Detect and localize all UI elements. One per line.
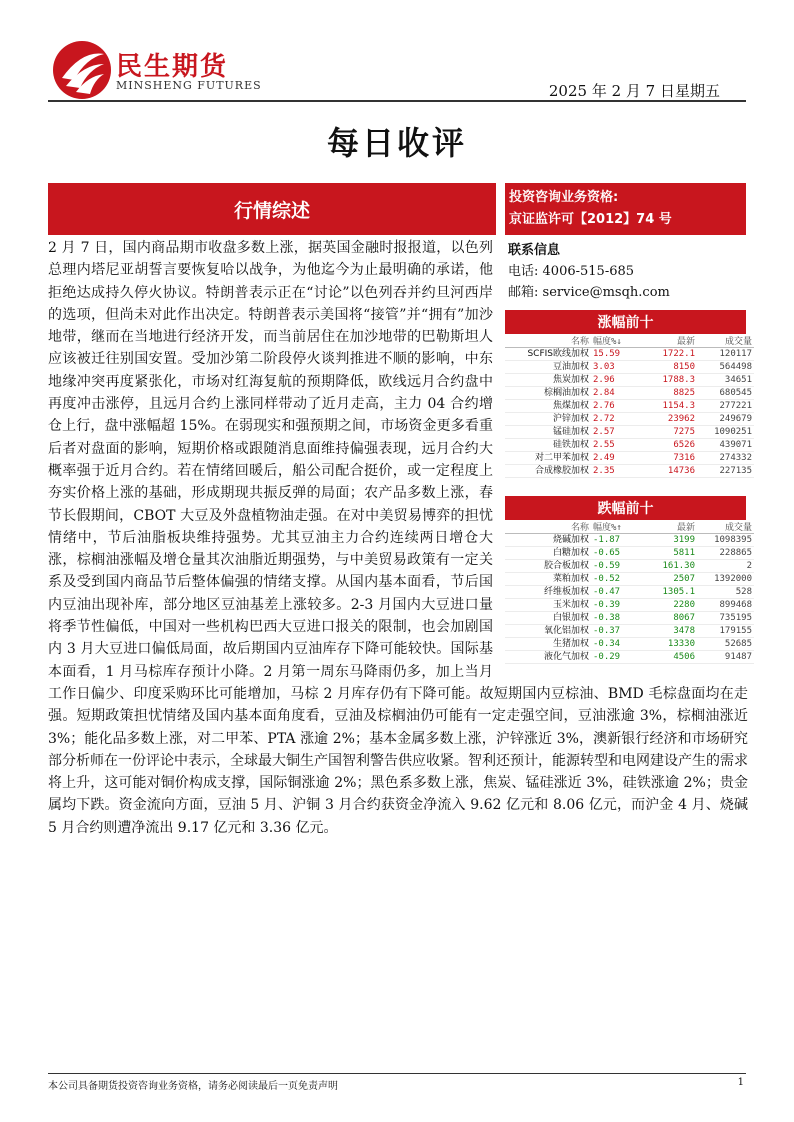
volume: 228865: [697, 547, 754, 560]
instrument-name: 锰硅加权: [505, 426, 591, 439]
instrument-name: 纤维板加权: [505, 586, 591, 599]
volume: 2: [697, 560, 754, 573]
qualification-line1: 投资咨询业务资格:: [509, 190, 619, 205]
instrument-name: 硅铁加权: [505, 439, 591, 452]
instrument-name: 氧化铝加权: [505, 625, 591, 638]
brand-name-en: MINSHENG FUTURES: [116, 79, 262, 92]
last-price: 3199: [641, 534, 697, 547]
losers-header-2: 最新: [641, 520, 697, 534]
gainers-header-2: 最新: [641, 334, 697, 348]
last-price: 1788.3: [641, 374, 697, 387]
email-address: service@msqh.com: [542, 285, 670, 300]
volume: 91487: [697, 651, 754, 664]
gainers-header-3: 成交量: [697, 334, 754, 348]
instrument-name: 烧碱加权: [505, 534, 591, 547]
instrument-name: 对二甲苯加权: [505, 452, 591, 465]
sidebar-spacer: [493, 237, 748, 674]
volume: 52685: [697, 638, 754, 651]
page-title: 每日收评: [326, 124, 467, 162]
losers-header-1: 幅度%↑: [591, 520, 641, 534]
instrument-name: SCFIS欧线加权: [505, 348, 591, 361]
last-price: 8150: [641, 361, 697, 374]
volume: 120117: [697, 348, 754, 361]
footer-disclaimer: 本公司具备期货投资咨询业务资格，请务必阅读最后一页免责声明: [48, 1081, 338, 1092]
volume: 735195: [697, 612, 754, 625]
losers-title: 跌幅前十: [505, 496, 746, 520]
instrument-name: 菜粕加权: [505, 573, 591, 586]
volume: 1090251: [697, 426, 754, 439]
volume: 249679: [697, 413, 754, 426]
header-divider: [48, 100, 746, 102]
volume: 564498: [697, 361, 754, 374]
change-pct: 3.03: [591, 361, 641, 374]
volume: 899468: [697, 599, 754, 612]
change-pct: 2.84: [591, 387, 641, 400]
last-price: 3478: [641, 625, 697, 638]
last-price: 1305.1: [641, 586, 697, 599]
last-price: 8825: [641, 387, 697, 400]
last-price: 1154.3: [641, 400, 697, 413]
qualification-box: [505, 183, 746, 235]
change-pct: 15.59: [591, 348, 641, 361]
instrument-name: 液化气加权: [505, 651, 591, 664]
gainers-header-0: 名称: [505, 334, 591, 348]
change-pct: -1.87: [591, 534, 641, 547]
change-pct: -0.37: [591, 625, 641, 638]
last-price: 1722.1: [641, 348, 697, 361]
last-price: 161.30: [641, 560, 697, 573]
change-pct: 2.57: [591, 426, 641, 439]
commentary-text: 2 月 7 日，国内商品期市收盘多数上涨，据英国金融时报报道，以色列总理内塔尼亚胡誓言要恢复哈以战争，为他迄今为止最明确的承诺，他拒绝达成持久停火协议。特朗普表示正在“讨论”以色列吞并约旦河西岸的选项，但尚未对此作出决定。特朗普表示美国将“接管”并“拥有”加沙地带，继而在当地进行经济开发，而当前居住在加沙地带的巴勒斯坦人应该被迁往别国安置。受加沙第二阶段停火谈判推进不顺的影响，中东地缘冲突再度紧张化，市场对红海复航的预期降低，欧线远月合约盘中再度冲击涨停，且远月合约上涨同样带动了近月走高，主力 04 合约增仓上行，盘中涨幅超 15%。在弱现实和强预期之间，市场资金更多看重后者对盘面的影响，短期价格或跟随消息面维持偏强表现，远月合约大概率强于近月合约。若在情绪回暖后，船公司配合挺价，或一定程度上夯实价格上涨的基础，形成期现共振反弹的局面；农产品多数上涨，春节长假期间，CBOT 大豆及外盘植物油走强。在对中美贸易博弈的担忧情绪中，节后油脂板块维持强势。尤其豆油主力合约连续两日增仓大涨，棕榈油涨幅及增仓量其次油脂近期强势，与中美贸易政策有一定关系及受到国内商品节后整体偏强的情绪支撑。从国内基本面看，节后国内豆油出现补库，部分地区豆油基差上涨较多。2-3 月国内大豆进口量将季节性偏低，中国对一些机构巴西大豆进口报关的限制，也会加剧国内 3 月大豆进口偏低局面，故后期国内豆油库存下降可能较快。国际基本面看，1 月马棕库存预计小降。2 月第一周东马降雨仍多，加上当月工作日偏少、印度采购环比可能增加，马棕 2 月库存仍有下降可能。故短期国内豆棕油、BMD 毛棕盘面均在走强。短期政策担忧情绪及国内基本面角度看，豆油及棕榈油仍可能有一定走强空间，豆油涨逾 3%，棕榈油涨近 3%；能化品多数上涨，对二甲苯、PTA 涨逾 2%；基本金属多数上涨，沪锌涨近 3%，澳新银行经济和市场研究部分析师在一份评论中表示，全球最大铜生产国智利警告供应收紧。智利还预计，能源转型和电网建设产生的需求将上升，这可能对铜价构成支撑，国际铜涨逾 2%；黑色系多数上涨，焦炭、锰硅涨近 3%，硅铁涨逾 2%；贵金属均下跌。资金流向方面，豆油 5 月、沪铜 3 月合约获资金净流入 9.62 亿元和 8.06 亿元，而沪金 4 月、烧碱 5 月合约则遭净流出 9.17 亿元和 3.36 亿元。: [48, 240, 748, 836]
last-price: 8067: [641, 612, 697, 625]
last-price: 7316: [641, 452, 697, 465]
instrument-name: 白糖加权: [505, 547, 591, 560]
last-price: 4506: [641, 651, 697, 664]
change-pct: -0.34: [591, 638, 641, 651]
change-pct: 2.76: [591, 400, 641, 413]
change-pct: -0.38: [591, 612, 641, 625]
email-label: 邮箱:: [508, 285, 539, 300]
section-title-bar: [48, 183, 496, 235]
instrument-name: 白银加权: [505, 612, 591, 625]
last-price: 5811: [641, 547, 697, 560]
instrument-name: 棕榈油加权: [505, 387, 591, 400]
change-pct: -0.39: [591, 599, 641, 612]
volume: 179155: [697, 625, 754, 638]
market-commentary: [48, 237, 748, 839]
volume: 528: [697, 586, 754, 599]
volume: 680545: [697, 387, 754, 400]
last-price: 2507: [641, 573, 697, 586]
page-number: 1: [737, 1077, 744, 1088]
volume: 227135: [697, 465, 754, 478]
last-price: 7275: [641, 426, 697, 439]
instrument-name: 玉米加权: [505, 599, 591, 612]
gainers-header-1: 幅度%↓: [591, 334, 641, 348]
instrument-name: 焦炭加权: [505, 374, 591, 387]
change-pct: -0.47: [591, 586, 641, 599]
losers-header-0: 名称: [505, 520, 591, 534]
gainers-title: 涨幅前十: [505, 310, 746, 334]
report-date: 2025 年 2 月 7 日星期五: [548, 82, 720, 100]
volume: 1098395: [697, 534, 754, 547]
last-price: 2280: [641, 599, 697, 612]
volume: 274332: [697, 452, 754, 465]
change-pct: -0.65: [591, 547, 641, 560]
footer-divider: [48, 1073, 746, 1074]
brand-name-cn: 民生期货: [116, 52, 229, 82]
change-pct: 2.35: [591, 465, 641, 478]
last-price: 23962: [641, 413, 697, 426]
change-pct: 2.55: [591, 439, 641, 452]
section-title: 行情综述: [233, 199, 310, 222]
instrument-name: 焦煤加权: [505, 400, 591, 413]
volume: 439071: [697, 439, 754, 452]
change-pct: 2.72: [591, 413, 641, 426]
change-pct: -0.52: [591, 573, 641, 586]
change-pct: 2.96: [591, 374, 641, 387]
volume: 1392000: [697, 573, 754, 586]
contact-title: 联系信息: [508, 243, 561, 258]
last-price: 13330: [641, 638, 697, 651]
instrument-name: 合成橡胶加权: [505, 465, 591, 478]
minsheng-logo-icon: [52, 40, 112, 100]
losers-header-3: 成交量: [697, 520, 754, 534]
change-pct: -0.59: [591, 560, 641, 573]
phone-label: 电话:: [508, 264, 539, 279]
instrument-name: 生猪加权: [505, 638, 591, 651]
instrument-name: 沪锌加权: [505, 413, 591, 426]
volume: 277221: [697, 400, 754, 413]
phone-number: 4006-515-685: [542, 264, 635, 279]
change-pct: -0.29: [591, 651, 641, 664]
last-price: 14736: [641, 465, 697, 478]
instrument-name: 豆油加权: [505, 361, 591, 374]
last-price: 6526: [641, 439, 697, 452]
volume: 34651: [697, 374, 754, 387]
instrument-name: 胶合板加权: [505, 560, 591, 573]
qualification-line2: 京证监许可【2012】74 号: [509, 212, 672, 227]
change-pct: 2.49: [591, 452, 641, 465]
